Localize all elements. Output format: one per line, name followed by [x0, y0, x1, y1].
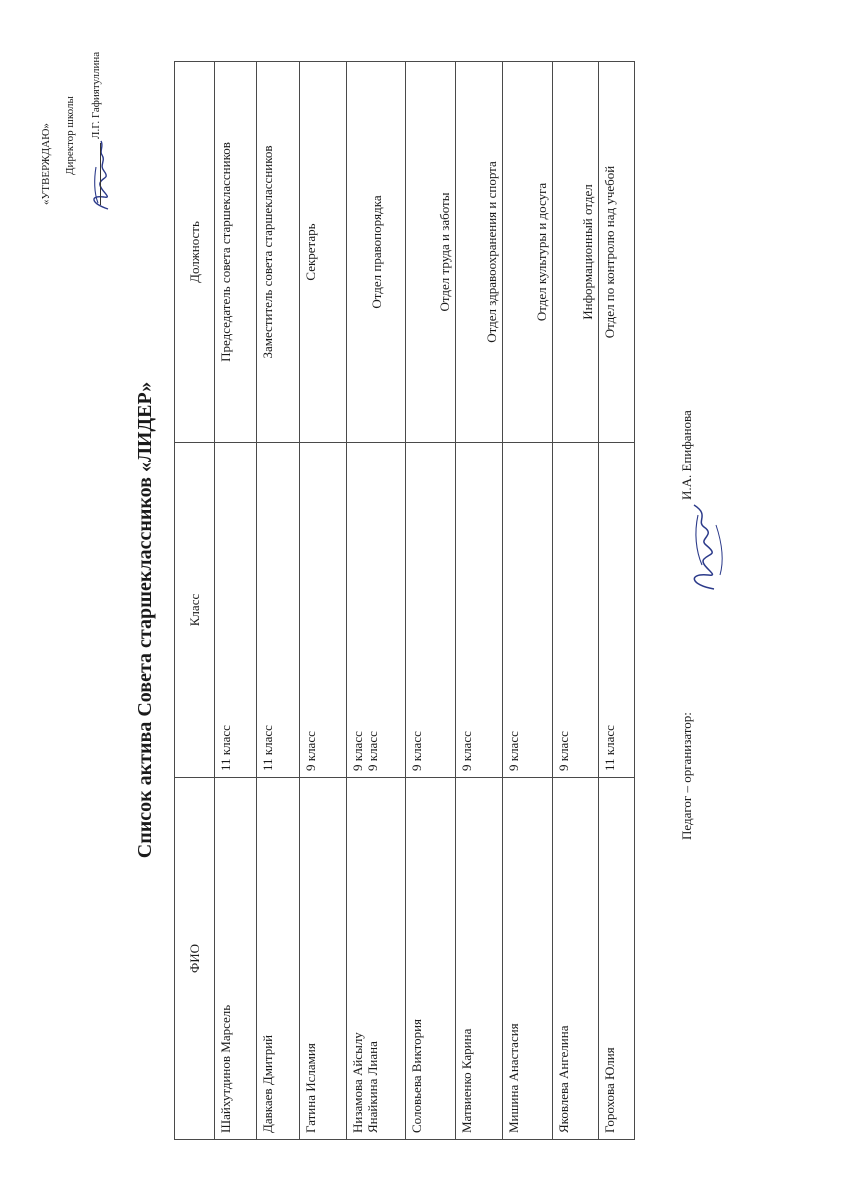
cell-position: Отдел здравоохранения и спорта — [456, 62, 503, 443]
cell-position: Отдел культуры и досуга — [503, 62, 553, 443]
cell-position: Председатель совета старшеклассников — [215, 62, 257, 443]
table-row — [257, 62, 300, 1140]
table-row — [553, 62, 599, 1140]
cell-name-group — [347, 778, 406, 1140]
cell-grade: 11 класс — [257, 443, 300, 778]
cell-grade: 11 класс — [215, 443, 257, 778]
director-title: Директор школы — [64, 96, 76, 175]
cell-name: Гатина Исламия — [300, 778, 347, 1140]
cell-grade: 11 класс — [599, 443, 635, 778]
cell-grade: 9 класс — [503, 443, 553, 778]
table-row — [300, 62, 347, 1140]
table-row — [456, 62, 503, 1140]
roster-table — [174, 61, 635, 1140]
cell-name: Соловьева Виктория — [406, 778, 456, 1140]
table-header-row — [175, 62, 215, 1140]
director-name: Л.Г. Гафиятуллина — [90, 51, 102, 139]
cell-position: Отдел труда и заботы — [406, 62, 456, 443]
cell-name: Янайкина Лиана — [365, 1041, 380, 1133]
cell-grade: 9 класс — [456, 443, 503, 778]
header-name: ФИО — [175, 778, 215, 1140]
cell-name: Низамова Айсылу — [350, 1032, 365, 1133]
header-position: Должность — [175, 62, 215, 443]
cell-grade: 9 класс — [300, 443, 347, 778]
cell-position: Отдел правопорядка — [347, 62, 406, 443]
cell-name: Матвиенко Карина — [456, 778, 503, 1140]
cell-position: Заместитель совета старшеклассников — [257, 62, 300, 443]
cell-name: Яковлева Ангелина — [553, 778, 599, 1140]
organizer-label: Педагог – организатор: — [679, 712, 694, 840]
document-title: Список актива Совета старшеклассников «ЛИДЕР» — [134, 381, 156, 859]
table-row — [215, 62, 257, 1140]
signature-line — [100, 143, 101, 205]
cell-name: Мишина Анастасия — [503, 778, 553, 1140]
cell-grade: 9 класс — [350, 731, 365, 771]
cell-grade: 9 класс — [406, 443, 456, 778]
header-grade: Класс — [175, 443, 215, 778]
director-signature — [84, 137, 118, 213]
approval-heading: «УТВЕРЖДАЮ» — [40, 123, 52, 205]
cell-position: Секретарь — [300, 62, 347, 443]
cell-name: Горохова Юлия — [599, 778, 635, 1140]
cell-grade-group — [347, 443, 406, 778]
cell-name: Шайхутдинов Марсель — [215, 778, 257, 1140]
table-row — [599, 62, 635, 1140]
cell-position: Отдел по контролю над учебой — [599, 62, 635, 443]
cell-name: Давкаев Дмитрий — [257, 778, 300, 1140]
organizer-name: И.А. Епифанова — [679, 410, 694, 500]
cell-grade: 9 класс — [365, 731, 380, 771]
table-row — [406, 62, 456, 1140]
cell-grade: 9 класс — [553, 443, 599, 778]
organizer-signature — [680, 495, 730, 595]
cell-position: Информационный отдел — [553, 62, 599, 443]
table-row — [503, 62, 553, 1140]
table-row — [347, 62, 406, 1140]
